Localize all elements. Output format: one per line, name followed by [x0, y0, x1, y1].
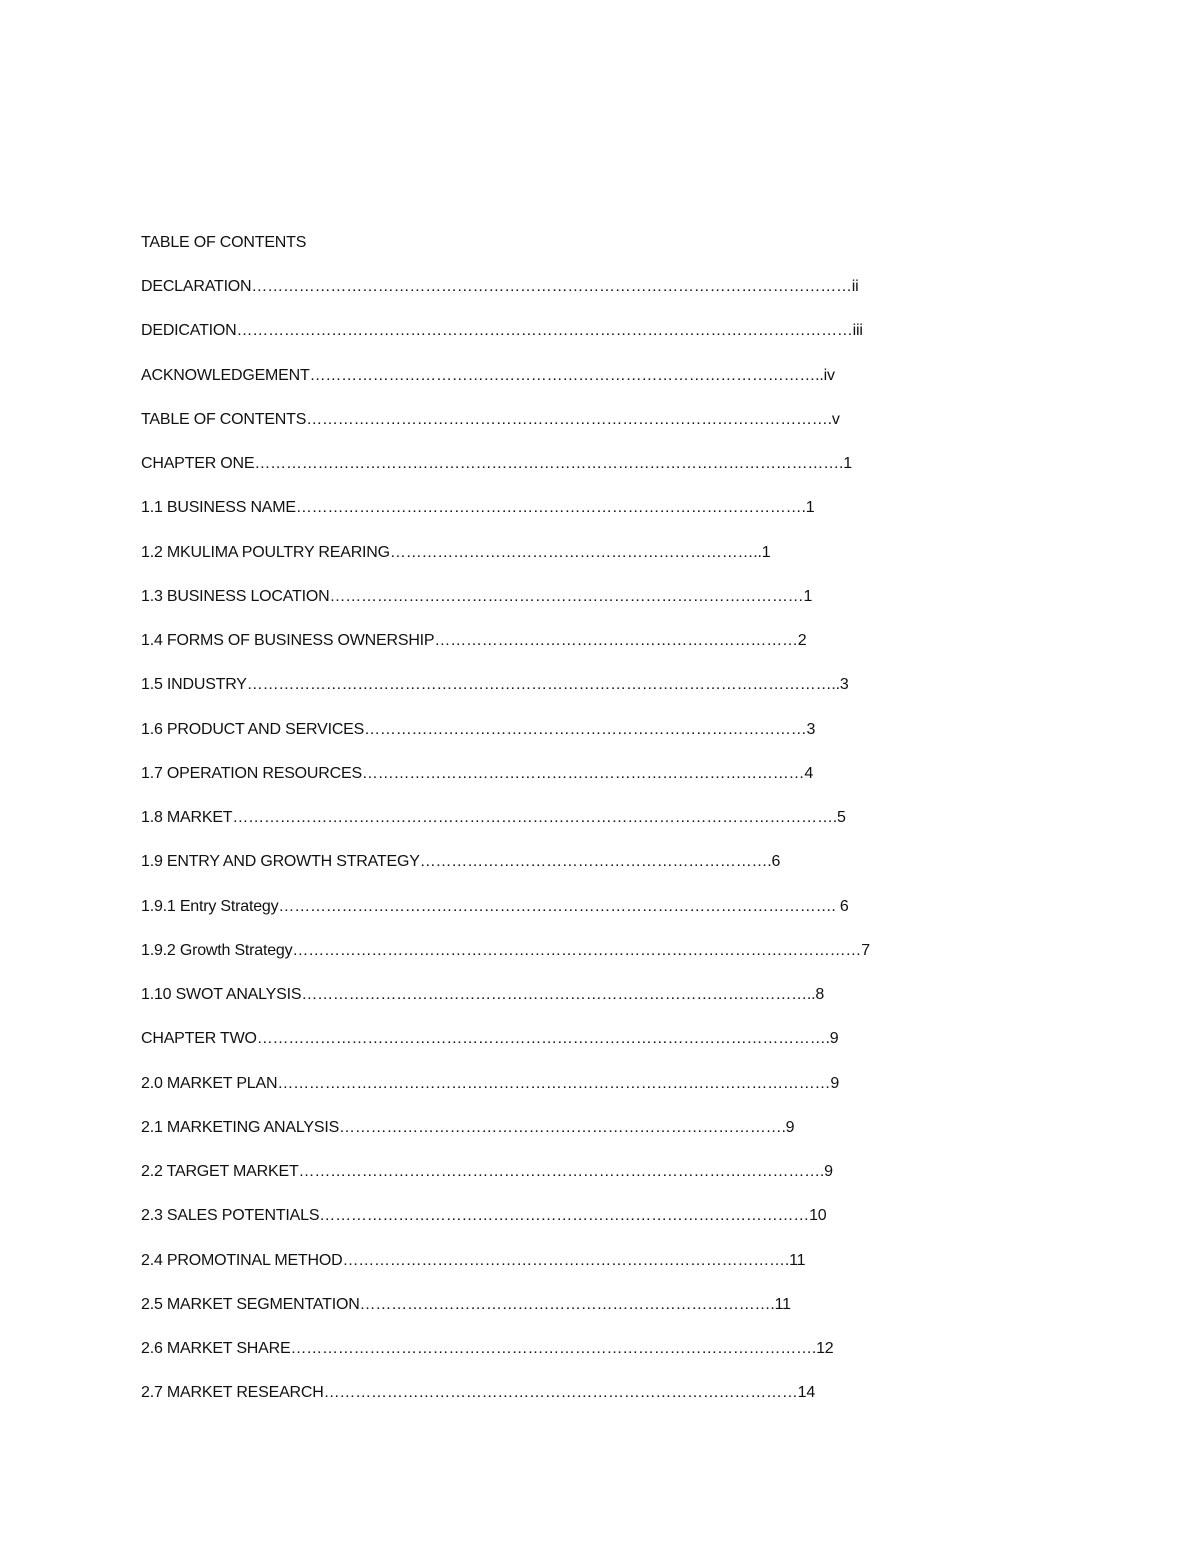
toc-entry-growth-strategy: 1.9.2 Growth Strategy………………………………………………………………………………………………7: [141, 941, 870, 959]
toc-entry-swot-analysis: 1.10 SWOT ANALYSIS……………………………………………………………………………………..8: [141, 986, 825, 1003]
toc-entry-market-share: 2.6 MARKET SHARE……………………………………………………………………………………….12: [141, 1340, 834, 1357]
toc-entry-target-market: 2.2 TARGET MARKET……………………………………………………………………………………….9: [141, 1163, 833, 1180]
toc-heading: TABLE OF CONTENTS: [141, 234, 307, 251]
toc-entry-market-segmentation: 2.5 MARKET SEGMENTATION…………………………………………………………………….11: [141, 1295, 791, 1313]
toc-entry-declaration: DECLARATION……………………………………………………………………………………………………ii: [141, 278, 859, 295]
toc-entry-marketing-analysis: 2.1 MARKETING ANALYSIS………………………………………………………………………….9: [141, 1118, 795, 1136]
table-of-contents: [141, 232, 1041, 1427]
toc-entry-sales-potentials: 2.3 SALES POTENTIALS…………………………………………………………………………………10: [141, 1207, 827, 1225]
toc-entry-business-name: 1.1 BUSINESS NAME…………………………………………………………………………………….1: [141, 499, 815, 517]
toc-entry-entry-strategy: 1.9.1 Entry Strategy……………………………………………………………………………………………. 6: [141, 897, 849, 915]
toc-entry-dedication: DEDICATION………………………………………………………………………………………………………iii: [141, 322, 863, 340]
toc-entry-industry: 1.5 INDUSTRY…………………………………………………………………………………………………..3: [141, 676, 849, 694]
toc-entry-acknowledgement: ACKNOWLEDGEMENT……………………………………………………………………………………..iv: [141, 366, 835, 384]
toc-entry-mkulima-poultry-rearing: 1.2 MKULIMA POULTRY REARING……………………………………………………………..1: [141, 543, 771, 561]
toc-entry-forms-of-business-ownership: 1.4 FORMS OF BUSINESS OWNERSHIP……………………………………………………………2: [141, 632, 807, 649]
toc-entry-business-location: 1.3 BUSINESS LOCATION………………………………………………………………………………1: [141, 587, 813, 605]
toc-entry-market: 1.8 MARKET…………………………………………………………………………………………………….5: [141, 809, 846, 826]
toc-entry-chapter-two: CHAPTER TWO……………………………………………………………………………………………….9: [141, 1030, 839, 1048]
toc-entry-market-research: 2.7 MARKET RESEARCH………………………………………………………………………………14: [141, 1384, 816, 1402]
toc-entry-chapter-one: CHAPTER ONE………………………………………………………………………………………………….1: [141, 455, 852, 472]
toc-entry-promotinal-method: 2.4 PROMOTINAL METHOD………………………………………………………………………….11: [141, 1251, 806, 1269]
toc-entry-entry-and-growth-strategy: 1.9 ENTRY AND GROWTH STRATEGY………………………………………………………….6: [141, 853, 781, 871]
toc-entry-operation-resources: 1.7 OPERATION RESOURCES…………………………………………………………………………4: [141, 764, 814, 782]
toc-entry-market-plan: 2.0 MARKET PLAN……………………………………………………………………………………………9: [141, 1074, 840, 1092]
toc-entry-product-and-services: 1.6 PRODUCT AND SERVICES…………………………………………………………………………3: [141, 720, 816, 738]
toc-entry-table-of-contents: TABLE OF CONTENTS……………………………………………………………………………………….v: [141, 410, 840, 428]
